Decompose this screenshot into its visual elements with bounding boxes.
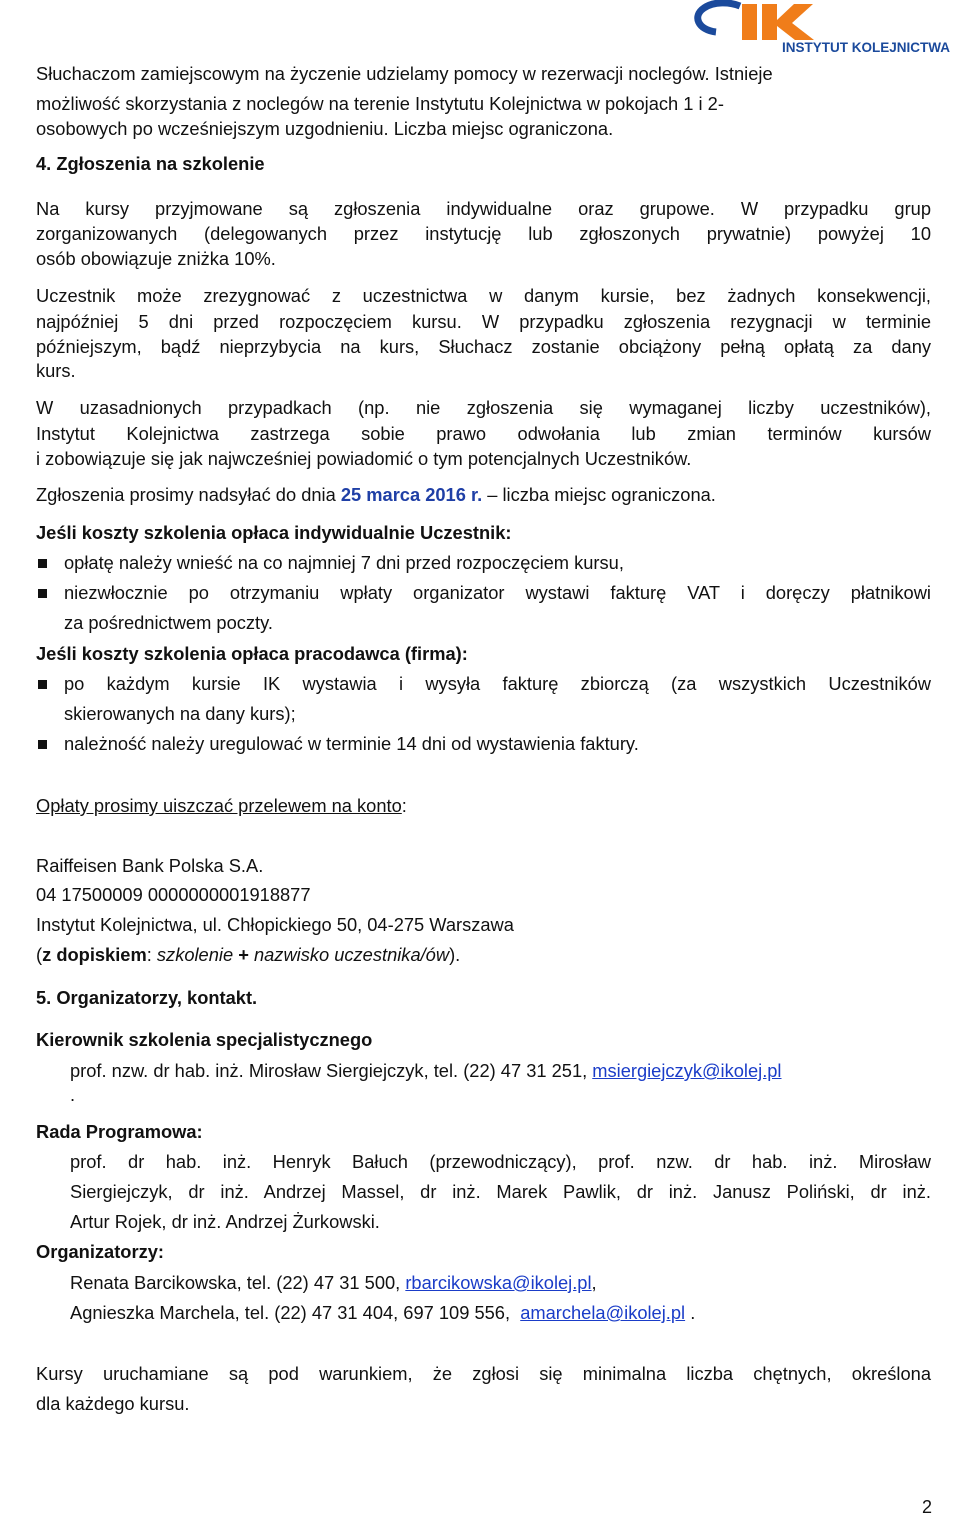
- paragraph-cancellation-line3: i zobowiązuje się jak najwcześniej powiadomić o tym potencjalnych Uczestników.: [36, 448, 692, 469]
- paragraph-registration-line2: zorganizowanych (delegowanych przez instytucję lub zgłoszonych prywatnie) powyżej 10: [36, 223, 931, 244]
- program-council-line1: prof. dr hab. inż. Henryk Bałuch (przewodniczący), prof. nzw. dr hab. inż. Mirosław: [70, 1151, 931, 1172]
- deadline-line: [36, 484, 716, 506]
- organizer-2-email-link[interactable]: amarchela@ikolej.pl: [520, 1302, 686, 1323]
- paragraph-resignation-line1: Uczestnik może zrezygnować z uczestnictwa w danym kursie, bez żadnych konsekwencji,: [36, 285, 931, 306]
- deadline-date: 25 marca 2016 r.: [340, 484, 483, 505]
- deadline-note: – liczba miejsc ograniczona.: [482, 484, 716, 505]
- bullet-item-3-line2: skierowanych na dany kurs);: [64, 703, 296, 724]
- section-5-heading: 5. Organizatorzy, kontakt.: [36, 987, 258, 1008]
- course-manager-contact: [70, 1060, 782, 1082]
- organizer-1-details: Renata Barcikowska, tel. (22) 47 31 500,: [70, 1272, 406, 1293]
- bullet-item-4: należność należy uregulować w terminie 14 dni od wystawienia faktury.: [64, 733, 639, 754]
- course-manager-trailing-dot: .: [70, 1084, 76, 1105]
- course-manager-heading: Kierownik szkolenia specjalistycznego: [36, 1029, 373, 1050]
- logo-graphic: [664, 0, 960, 54]
- logo-name: INSTYTUT KOLEJNICTWA: [782, 40, 950, 54]
- payment-instruction-colon: :: [401, 795, 407, 816]
- employer-payment-heading: Jeśli koszty szkolenia opłaca pracodawca (firma):: [36, 643, 468, 664]
- transfer-note: [36, 944, 460, 966]
- transfer-note-colon: :: [146, 944, 157, 965]
- program-council-line2: Siergiejczyk, dr inż. Andrzej Massel, dr inż. Marek Pawlik, dr inż. Janusz Poliński, dr inż.: [70, 1181, 931, 1202]
- paragraph-accommodation-line2: możliwość skorzystania z noclegów na terenie Instytutu Kolejnictwa w pokojach 1 i 2-: [36, 93, 724, 114]
- transfer-note-plus: +: [238, 944, 249, 965]
- transfer-note-open: (: [36, 944, 43, 965]
- organizer-1-end: ,: [591, 1272, 597, 1293]
- bullet-item-1: opłatę należy wnieść na co najmniej 7 dni przed rozpoczęciem kursu,: [64, 552, 624, 573]
- paragraph-resignation-line4: kurs.: [36, 360, 76, 381]
- paragraph-resignation-line2: najpóźniej 5 dni przed rozpoczęciem kursu. W przypadku zgłoszenia rezygnacji w terminie: [36, 311, 931, 332]
- individual-payment-heading: Jeśli koszty szkolenia opłaca indywidualnie Uczestnik:: [36, 522, 512, 543]
- organizer-1: [70, 1272, 597, 1294]
- organizer-2: [70, 1302, 695, 1324]
- paragraph-cancellation-line1: W uzasadnionych przypadkach (np. nie zgłoszenia się wymaganej liczby uczestników),: [36, 397, 931, 418]
- organizers-heading: Organizatorzy:: [36, 1241, 164, 1262]
- page-number: 2: [921, 1497, 932, 1517]
- paragraph-accommodation-line3: osobowych po wcześniejszym uzgodnieniu. Liczba miejsc ograniczona.: [36, 118, 614, 139]
- bank-name: Raiffeisen Bank Polska S.A.: [36, 855, 264, 876]
- transfer-note-course: szkolenie: [156, 944, 239, 965]
- organizer-2-details: Agnieszka Marchela, tel. (22) 47 31 404, 697 109 556,: [70, 1302, 521, 1323]
- institute-logo: [664, 0, 960, 54]
- organizer-1-email-link[interactable]: rbarcikowska@ikolej.pl: [405, 1272, 592, 1293]
- transfer-note-close: ).: [449, 944, 461, 965]
- program-council-heading: Rada Programowa:: [36, 1121, 203, 1142]
- course-manager-details: prof. nzw. dr hab. inż. Mirosław Siergiejczyk, tel. (22) 47 31 251,: [70, 1060, 593, 1081]
- payment-instruction: [36, 795, 407, 817]
- bank-account-number: 04 17500009 0000000001918877: [36, 884, 311, 905]
- course-manager-email-link[interactable]: msiergiejczyk@ikolej.pl: [592, 1060, 782, 1081]
- final-note-line1: Kursy uruchamiane są pod warunkiem, że zgłosi się minimalna liczba chętnych, określona: [36, 1363, 931, 1384]
- bullet-icon: [38, 559, 47, 568]
- deadline-text: Zgłoszenia prosimy nadsyłać do dnia: [36, 484, 341, 505]
- section-4-heading: 4. Zgłoszenia na szkolenie: [36, 153, 265, 174]
- bullet-icon: [38, 740, 47, 749]
- bullet-item-2-line2: za pośrednictwem poczty.: [64, 612, 273, 633]
- bullet-item-2-line1: niezwłocznie po otrzymaniu wpłaty organizator wystawi fakturę VAT i doręczy płatnikowi: [64, 582, 931, 603]
- program-council-line3: Artur Rojek, dr inż. Andrzej Żurkowski.: [70, 1211, 380, 1232]
- paragraph-registration-line3: osób obowiązuje zniżka 10%.: [36, 248, 276, 269]
- bullet-icon: [38, 589, 47, 598]
- paragraph-accommodation-line1: Słuchaczom zamiejscowym na życzenie udzielamy pomocy w rezerwacji noclegów. Istnieje: [36, 63, 773, 84]
- final-note-line2: dla każdego kursu.: [36, 1393, 190, 1414]
- bullet-item-3-line1: po każdym kursie IK wystawia i wysyła fakturę zbiorczą (za wszystkich Uczestników: [64, 673, 931, 694]
- paragraph-cancellation-line2: Instytut Kolejnictwa zastrzega sobie prawo odwołania lub zmian terminów kursów: [36, 423, 931, 444]
- transfer-note-label: z dopiskiem: [42, 944, 147, 965]
- transfer-note-participant: nazwisko uczestnika/ów: [248, 944, 450, 965]
- paragraph-resignation-line3: późniejszym, bądź nieprzybycia na kurs, Słuchacz zostanie obciążony pełną opłatą za dany: [36, 336, 931, 357]
- payment-instruction-text: Opłaty prosimy uiszczać przelewem na konto: [36, 795, 402, 816]
- bullet-icon: [38, 680, 47, 689]
- organizer-2-end: .: [685, 1302, 696, 1323]
- recipient-address: Instytut Kolejnictwa, ul. Chłopickiego 50, 04-275 Warszawa: [36, 914, 514, 935]
- paragraph-registration-line1: Na kursy przyjmowane są zgłoszenia indywidualne oraz grupowe. W przypadku grup: [36, 198, 931, 219]
